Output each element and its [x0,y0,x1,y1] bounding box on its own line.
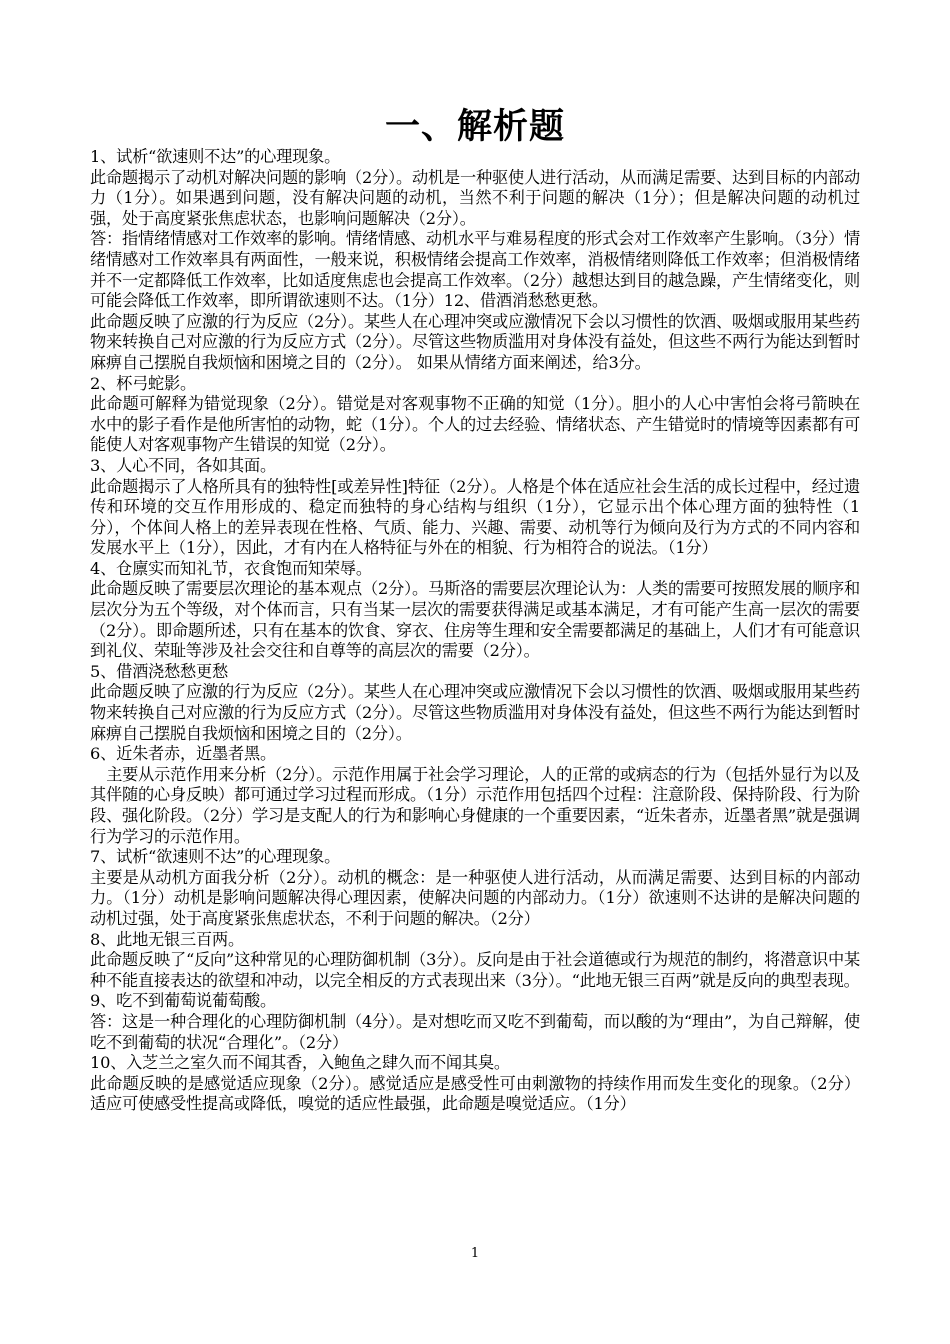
question-heading: 10、入芝兰之室久而不闻其香，入鲍鱼之肆久而不闻其臭。 [90,1053,510,1073]
answer-paragraph: 此命题反映了“反向”这种常见的心理防御机制（3分）。反向是由于社会道德或行为规范的制约，将潜意识中某种不能直接表达的欲望和冲动，以完全相反的方式表现出来（3分）。“此地无银三百两”就是反向的典型表现。 [90,950,860,990]
answer-paragraph: 主要从示范作用来分析（2分）。示范作用属于社会学习理论，人的正常的或病态的行为（包括外显行为以及其伴随的心身反映）都可通过学习过程而形成。（1分）示范作用包括四个过程：注意阶段、保持阶段、行为阶段、强化阶段。（2分）学习是支配人的行为和影响心身健康的一个重要因素，“近朱者赤，近墨者黑”就是强调行为学习的示范作用。 [90,764,860,846]
question-heading: 6、近朱者赤，近墨者黑。 [90,744,276,764]
page-title: 一、解析题 [384,106,565,147]
answer-paragraph: 此命题揭示了人格所具有的独特性[或差异性]特征（2分）。人格是个体在适应社会生活的成长过程中，经过遗传和环境的交互作用形成的、稳定而独特的身心结构与组织（1分），它显示出个体心理方面的独特性（1分），个体间人格上的差异表现在性格、气质、能力、兴趣、需要、动机等行为倾向及行为方式的不同内容和发展水平上（1分），因此，才有内在人格特征与外在的相貌、行为相符合的说法。（1分） [90,476,860,558]
question-heading: 2、杯弓蛇影。 [90,373,197,393]
answer-paragraph: 此命题反映了需要层次理论的基本观点（2分）。马斯洛的需要层次理论认为：人类的需要可按照发展的顺序和层次分为五个等级，对个体而言，只有当某一层次的需要获得满足或基本满足，才有可能产生高一层次的需要（2分）。即命题所述，只有在基本的饮食、穿衣、住房等生理和安全需要都满足的基础上，人们才有可能意识到礼仪、荣耻等涉及社会交往和自尊等的高层次的需要（2分）。 [90,579,860,661]
question-heading: 3、人心不同，各如其面。 [90,455,276,475]
question-heading: 4、仓廪实而知礼节，衣食饱而知荣辱。 [90,558,372,578]
answer-paragraph: 此命题反映了应激的行为反应（2分）。某些人在心理冲突或应激情况下会以习惯性的饮酒、吸烟或服用某些药物来转换自己对应激的行为反应方式（2分）。尽管这些物质滥用对身体没有益处，但这些不两行为能达到暂时麻痹自己摆脱自我烦恼和困境之目的（2分）。 如果从情绪方面来阐述，给3分。 [90,311,860,372]
question-heading: 1、试析“欲速则不达”的心理现象。 [90,147,341,166]
question-heading: 9、吃不到葡萄说葡萄酸。 [90,991,276,1011]
question-heading: 8、此地无银三百两。 [90,929,244,949]
answer-paragraph: 答：指情绪情感对工作效率的影响。情绪情感、动机水平与难易程度的形式会对工作效率产生影响。（3分）情绪情感对工作效率具有两面性，一般来说，积极情绪会提高工作效率，消极情绪则降低工作效率；但消极情绪并不一定都降低工作效率，比如适度焦虑也会提高工作效率。（2分）越想达到目的越急躁，产生情绪变化，则可能会降低工作效率，即所谓欲速则不达。（1分）12、借酒消愁愁更愁。 [90,229,860,311]
answer-paragraph: 此命题揭示了动机对解决问题的影响（2分）。动机是一种驱使人进行活动，从而满足需要、达到目标的内部动力（1分）。如果遇到问题，没有解决问题的动机，当然不利于问题的解决（1分）；但是解决问题的动机过强，处于高度紧张焦虑状态，也影响问题解决（2分）。 [90,167,860,228]
answer-paragraph: 主要是从动机方面我分析（2分）。动机的概念：是一种驱使人进行活动，从而满足需要、达到目标的内部动力。（1分）动机是影响问题解决得心理因素，使解决问题的内部动力。（1分）欲速则不达讲的是解决问题的动机过强，处于高度紧张焦虑状态，不利于问题的解决。（2分） [90,867,860,928]
answer-paragraph: 答：这是一种合理化的心理防御机制（4分）。是对想吃而又吃不到葡萄，而以酸的为“理由”，为自己辩解，使吃不到葡萄的状况“合理化”。（2分） [90,1011,860,1052]
answer-paragraph: 此命题可解释为错觉现象（2分）。错觉是对客观事物不正确的知觉（1分）。胆小的人心中害怕会将弓箭映在水中的影子看作是他所害怕的动物，蛇（1分）。个人的过去经验、情绪状态、产生错觉时的情境等因素都有可能使人对客观事物产生错误的知觉（2分）。 [90,394,860,455]
question-heading: 7、试析“欲速则不达”的心理现象。 [90,847,341,867]
answer-paragraph: 此命题反映了应激的行为反应（2分）。某些人在心理冲突或应激情况下会以习惯性的饮酒、吸烟或服用某些药物来转换自己对应激的行为反应方式（2分）。尽管这些物质滥用对身体没有益处，但这些不两行为能达到暂时麻痹自己摆脱自我烦恼和困境之目的（2分）。 [90,682,860,743]
page-number: 1 [470,1246,480,1261]
question-heading: 5、借酒浇愁愁更愁 [90,661,228,681]
document-body [90,147,860,1115]
answer-paragraph: 此命题反映的是感觉适应现象（2分）。感觉适应是感受性可由刺激物的持续作用而发生变化的现象。（2分）适应可使感受性提高或降低，嗅觉的适应性最强，此命题是嗅觉适应。（1分） [90,1073,860,1114]
